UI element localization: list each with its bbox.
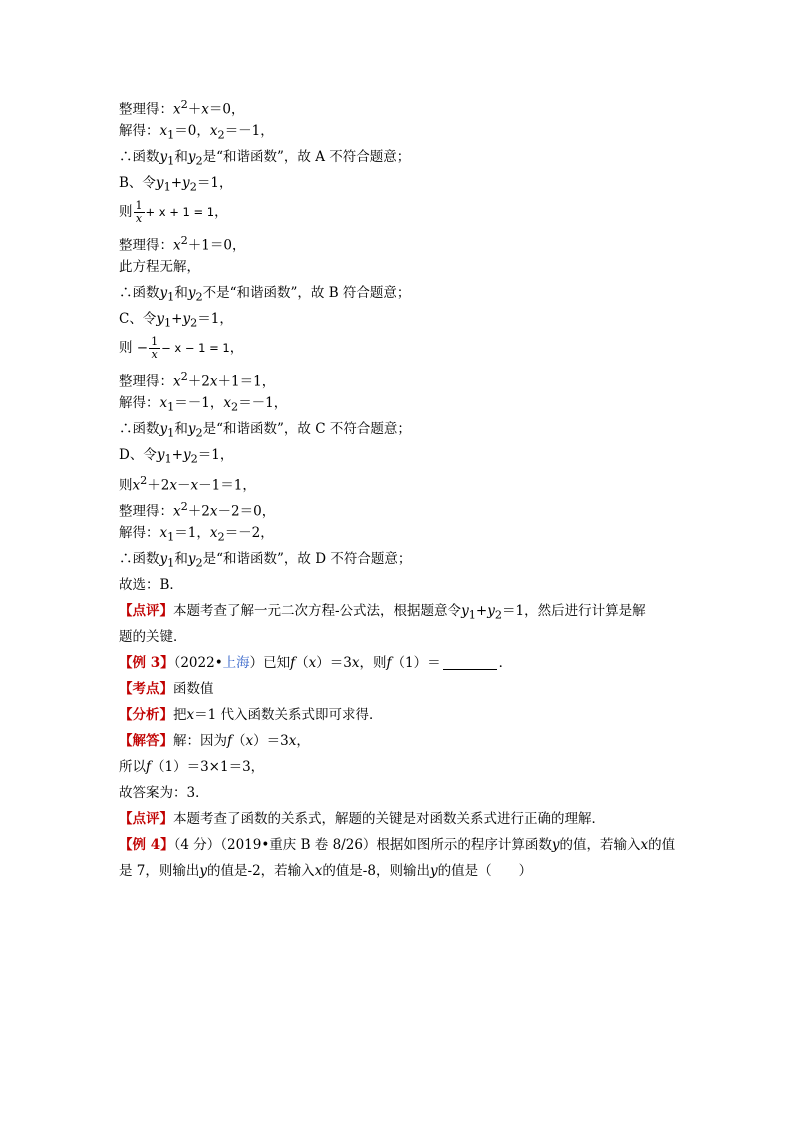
section-tag: 【点评】 bbox=[119, 811, 173, 827]
text-line: 整理得：$x^2+1=0$， bbox=[119, 234, 246, 254]
comment-line: 【点评】本题考查了函数的关系式，解题的关键是对函数关系式进行正确的理解． bbox=[119, 811, 605, 827]
text-line: B、令$y_1+y_2=1$， bbox=[119, 175, 233, 194]
text-line: C、令$y_1+y_2=1$， bbox=[119, 311, 233, 330]
section-tag: 【解答】 bbox=[119, 733, 173, 749]
text-line: 解得：$x_1=-1$，$x_2=-1$， bbox=[119, 395, 288, 414]
text-line: 是 7，则输出y的值是-2，若输入x的值是-8，则输出y的值是（ ） bbox=[119, 863, 533, 879]
section-tag: 【考点】 bbox=[119, 681, 173, 697]
text-line: 题的关键． bbox=[119, 629, 187, 645]
section-tag: 【例 4】 bbox=[119, 837, 174, 853]
section-tag: 【分析】 bbox=[119, 707, 173, 723]
text-line: 解得：$x_1=0$，$x_2=-1$， bbox=[119, 123, 274, 142]
text-line: ∴函数$y_1$和$y_2$是“和谐函数”，故 C 不符合题意； bbox=[119, 421, 411, 440]
text-line: 解得：$x_1=1$，$x_2=-2$， bbox=[119, 525, 274, 544]
text-line: 整理得：$x^2+2x-2=0$， bbox=[119, 500, 276, 520]
text-line: 则 − $\frac{1}{x}$ − x − 1 = 1， bbox=[119, 335, 244, 361]
text-line: 则 $\frac{1}{x}$ + x + 1 = 1， bbox=[119, 199, 228, 225]
comment-line: 【点评】本题考查了解一元二次方程-公式法，根据题意令$y_1+y_2=1$，然后进行计算是解 bbox=[119, 603, 646, 622]
answer-blank bbox=[443, 655, 497, 670]
text-line: 故选：B． bbox=[119, 577, 183, 593]
text-line: 则$x^2+2x-x-1=1$， bbox=[119, 474, 256, 494]
text-line: 【解答】解：因为f（x）＝3x， bbox=[119, 733, 310, 749]
text-line: 整理得：$x^2+x=0$， bbox=[119, 98, 245, 118]
text-line: 【考点】函数值 bbox=[119, 681, 214, 697]
text-line: 【分析】把x＝1 代入函数关系式即可求得． bbox=[119, 707, 383, 723]
text-line: 整理得：$x^2+2x+1=1$， bbox=[119, 370, 276, 390]
example-heading: 【例 3】（2022•上海）已知f（x）＝3x，则f（1）＝ ． bbox=[119, 655, 513, 671]
fraction: $\frac{1}{x}$ bbox=[151, 335, 159, 361]
text-line: 所以f（1）＝3×1＝3， bbox=[119, 759, 265, 775]
text-line: 故答案为：3． bbox=[119, 785, 209, 801]
text-line: D、令$y_1+y_2=1$， bbox=[119, 447, 234, 466]
source-link[interactable]: 上海 bbox=[222, 655, 250, 671]
document-body bbox=[119, 92, 679, 884]
section-tag: 【点评】 bbox=[119, 603, 173, 619]
text-line: 此方程无解， bbox=[119, 259, 200, 275]
text-line: ∴函数$y_1$和$y_2$是“和谐函数”，故 A 不符合题意； bbox=[119, 149, 411, 168]
section-tag: 【例 3】 bbox=[119, 655, 174, 671]
text-line: ∴函数$y_1$和$y_2$不是“和谐函数”，故 B 符合题意； bbox=[119, 285, 411, 304]
example-heading: 【例 4】（4 分）（2019•重庆 B 卷 8/26）根据如图所示的程序计算函数y的值，若输入x的值 bbox=[119, 837, 676, 853]
text-line: ∴函数$y_1$和$y_2$是“和谐函数”，故 D 不符合题意； bbox=[119, 551, 412, 570]
fraction: $\frac{1}{x}$ bbox=[135, 199, 143, 225]
